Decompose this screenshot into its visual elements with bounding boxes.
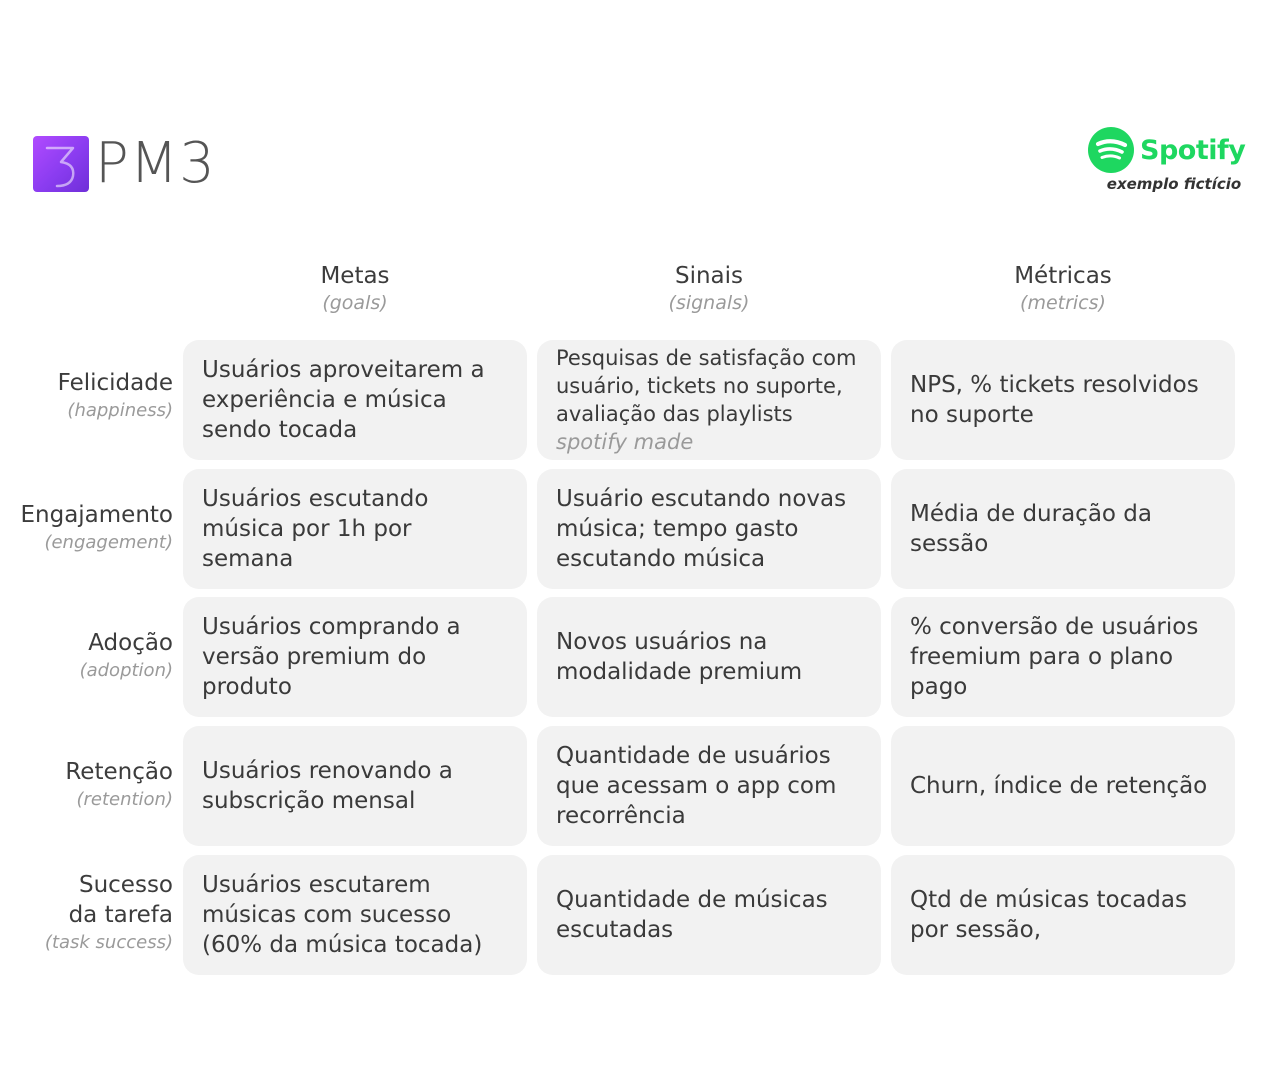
cell-retention-signal	[537, 726, 881, 846]
cell-adoption-goal	[183, 597, 527, 717]
spotify-wordmark: Spotify	[1140, 134, 1246, 166]
row-label-retention	[3, 757, 173, 813]
row-title: Engajamento	[20, 502, 173, 528]
column-header-goals	[183, 262, 527, 316]
row-label-task-success	[3, 870, 173, 956]
row-label-engagement	[3, 500, 173, 556]
column-title: Metas	[320, 263, 390, 289]
cell-retention-goal	[183, 726, 527, 846]
cell-text: Qtd de músicas tocadas por sessão,	[910, 887, 1187, 943]
column-subtitle: (goals)	[322, 292, 388, 314]
example-note: exemplo fictício	[1106, 175, 1242, 193]
row-subtitle: (adoption)	[79, 660, 173, 681]
column-title: Sinais	[674, 263, 744, 289]
spotify-logo	[1088, 127, 1248, 193]
cell-retention-metric	[891, 726, 1235, 846]
cell-text: Churn, índice de retenção	[910, 773, 1208, 799]
cell-happiness-signal	[537, 340, 881, 460]
pm3-logo	[33, 131, 216, 196]
row-title: Adoção	[88, 630, 173, 656]
cell-engagement-signal	[537, 469, 881, 589]
row-subtitle: (retention)	[76, 789, 173, 810]
pm3-logo-text: PM3	[95, 131, 216, 196]
cell-task-success-goal	[183, 855, 527, 975]
cell-happiness-goal	[183, 340, 527, 460]
cell-engagement-goal	[183, 469, 527, 589]
spotify-icon	[1088, 127, 1134, 173]
row-subtitle: (engagement)	[44, 532, 173, 553]
cell-happiness-metric	[891, 340, 1235, 460]
cell-text: Usuário escutando novas música; tempo gasto escutando música	[556, 486, 847, 572]
cell-text: Usuários renovando a subscrição mensal	[202, 758, 453, 814]
row-title: Sucesso	[78, 872, 173, 898]
cell-text: Usuários aproveitarem a experiência e música sendo tocada	[202, 357, 485, 443]
cell-text: % conversão de usuários freemium para o plano pago	[910, 614, 1199, 700]
cell-text: Novos usuários na modalidade premium	[556, 629, 803, 685]
column-header-signals	[537, 262, 881, 316]
cell-engagement-metric	[891, 469, 1235, 589]
cell-text: NPS, % tickets resolvidos no suporte	[910, 372, 1199, 428]
cell-text: Quantidade de músicas escutadas	[556, 887, 828, 943]
row-title: Felicidade	[57, 370, 173, 396]
cell-adoption-metric	[891, 597, 1235, 717]
cell-text: Usuários comprando a versão premium do produto	[202, 614, 461, 700]
cell-text: Média de duração da sessão	[910, 501, 1152, 557]
cell-text: Pesquisas de satisfação com usuário, tickets no suporte, avaliação das playlists spotify made	[556, 346, 857, 454]
cell-text: Quantidade de usuários que acessam o app com recorrência	[556, 743, 837, 829]
row-subtitle: (happiness)	[67, 400, 173, 421]
cell-task-success-signal	[537, 855, 881, 975]
column-subtitle: (signals)	[668, 292, 750, 314]
column-header-metrics	[891, 262, 1235, 316]
pm3-logo-mark	[33, 136, 89, 192]
row-title: Retenção	[65, 759, 173, 785]
cell-adoption-signal	[537, 597, 881, 717]
column-subtitle: (metrics)	[1020, 292, 1106, 314]
cell-text: Usuários escutarem músicas com sucesso (60% da música tocada)	[202, 872, 483, 958]
row-label-adoption	[3, 628, 173, 684]
row-label-happiness	[3, 368, 173, 424]
column-title: Métricas	[1014, 263, 1112, 289]
row-title-line2: da tarefa	[68, 902, 173, 928]
cell-text: Usuários escutando música por 1h por semana	[202, 486, 429, 572]
cell-task-success-metric	[891, 855, 1235, 975]
cell-emphasis: spotify made	[556, 430, 694, 454]
row-subtitle: (task success)	[44, 932, 173, 953]
